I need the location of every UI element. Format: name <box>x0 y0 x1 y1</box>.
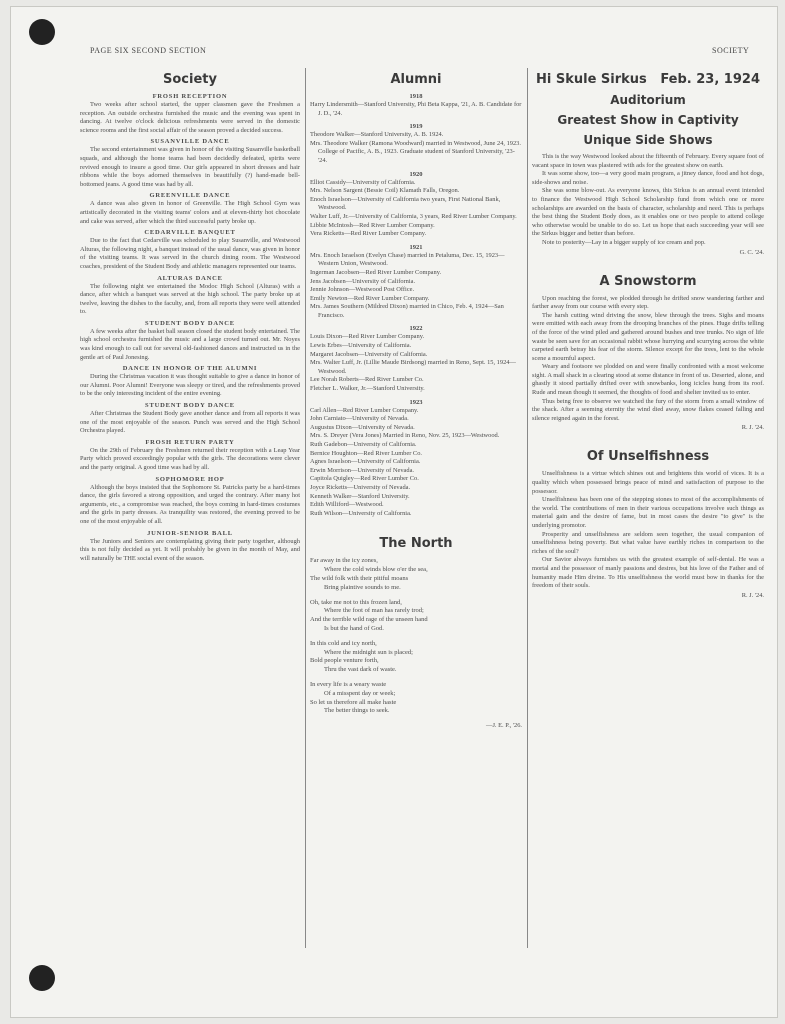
alumni-entry: Lee Norah Roberts—Red River Lumber Co. <box>310 376 424 384</box>
alumni-entry: Ingerman Jacobsen—Red River Lumber Company. <box>310 268 442 276</box>
snowstorm-paragraph: Thus being free to observe we watched the fury of the storm from a small window of the shack. After a seeming eternity the wind died away, snow flakes ceased falling and silence reigned again in the forest. <box>532 397 764 422</box>
unselfishness-paragraph: Unselfishness has been one of the stepping stones to most of the accomplishments of the world. The contributions of men in their various occupations involve such things as material gain and the desire of fame, but in most cases the desire "to give" is the underlying promotor. <box>532 496 764 529</box>
alumni-entry: Walter Luff, Jr.—University of California, 3 years, Red River Lumber Company. <box>310 212 517 220</box>
unselfishness-title: Of Unselfishness <box>586 449 710 465</box>
column-rule-1 <box>305 68 306 948</box>
poem-stanza <box>310 599 522 634</box>
alumni-entry: Carl Allen—Red River Lumber Company. <box>310 406 419 414</box>
poem-line: Where the foot of man has rarely trod; <box>324 607 424 615</box>
poem-line: Where the cold winds blow o'er the sea, <box>324 566 428 574</box>
poem-stanza <box>310 640 522 675</box>
alumni-year: 1920 <box>409 170 423 178</box>
alumni-entry: John Carniato—University of Nevada. <box>310 415 409 423</box>
alumni-entry: Joyce Ricketts—University of Nevada. <box>310 483 411 491</box>
sirkus-paragraph: She was some blow-out. As everyone knows, this Sirkus is an annual event intended to finance the Westwood High School Scholarship fund from which one or more scholarships are awarded on the basis of character, scholarship and need. This is perhaps the best thing the Student Body does, as it enables one or two people to attend college who otherwise would be unable to do so. Let us hope that each succeeding year will see the Sirkus bigger and better than before. <box>532 187 764 238</box>
alumni-entry: Lewis Erbes—University of California. <box>310 342 412 350</box>
society-section-heading: GREENVILLE DANCE <box>149 192 231 200</box>
alumni-entry: Augustus Dixon—University of Nevada. <box>310 423 415 431</box>
society-section-text: During the Christmas vacation it was thought suitable to give a dance in honor of our Alumni. Poor Alumni! Everyone was sleepy or tired, and the refreshments proved to be the only interesting incident of the entire evening. <box>80 373 300 398</box>
poem-line: And the terrible wild rage of the unseen hand <box>310 616 428 624</box>
alumni-entry: Erwin Morrison—University of Nevada. <box>310 466 415 474</box>
alumni-entry: Theodore Walker—Stanford University, A. B. 1924. <box>310 131 444 139</box>
society-section-text: A dance was also given in honor of Greenville. The High School Gym was artistically decorated in the visiting teams' colors and at eleven-thirty hot chocolate and cake was served, after which the third successful party broke up. <box>80 200 300 225</box>
alumni-entry: Kenneth Walker—Stanford University. <box>310 492 410 500</box>
alumni-entry: Jens Jacobsen—University of California. <box>310 277 416 285</box>
society-section-heading: ALTURAS DANCE <box>157 274 223 282</box>
society-section-text: The second entertainment was given in honor of the visiting Susanville basketball squads, and although the home teams had been decidedly defeated, spirits were revived enough to insure a good time. Our girls appeared in short dresses and hair ribbons while the boys adorned themselves in beautifully (?) hand-made bell-bottomed jeans. A good time was had by all. <box>80 146 300 188</box>
snowstorm-paragraph: The harsh cutting wind driving the snow, blew through the trees. Sighs and moans were emitted with each away from the drooping branches of the pines. Huge drifts telling of the force of the wind piled and gathered around bushes and tree trunks. No sign of life waste be seen save for an occasional rabbit whose hurrying and scurrying across the white carpeted earth betray his fear of the storm. Silence except for the trees, lent to the whole scene a mournful aspect. <box>532 311 764 362</box>
alumni-entry: Ruth Gadebon—University of California. <box>310 441 417 448</box>
alumni-entry: Enoch Israelson—University of California two years, First National Bank, Westwood. <box>310 195 501 212</box>
alumni-entry: Mrs. Theodore Walker (Ramona Woodward) married in Westwood, June 24, 1923. College of Pacific, A. B., 1923. Graduate student of Stanford University, '23-'24. <box>310 139 521 164</box>
alumni-entry: Vera Ricketts—Red River Lumber Company. <box>310 230 427 238</box>
sirkus-venue: Auditorium <box>610 93 686 107</box>
alumni-entry: Harry Lindersmith—Stanford University, Phi Beta Kappa, '21, A. B. Candidate for J. D., '24. <box>310 101 522 117</box>
unselfishness-signature: R. J. '24. <box>741 591 764 599</box>
unselfishness-paragraph: Prosperity and unselfishness are seldom seen together, the usual companion of unselfishness being poverty. But what value have earthly riches in comparison to the riches of the soul? <box>532 530 764 555</box>
north-signature: —J. E. P., '26. <box>486 722 522 730</box>
poem-line: Is but the hand of God. <box>324 624 384 632</box>
snowstorm-title: A Snowstorm <box>599 273 697 289</box>
society-section-text: Two weeks after school started, the upper classmen gave the Freshmen a reception. An outside orchestra furnished the music and the evening was spent in dancing. At twelve o'clock delicious refreshments were served in the domestic science rooms and the first social affair of the season proved a decided success. <box>80 101 300 134</box>
alumni-entry: Libbie McIntosh—Red River Lumber Company. <box>310 221 435 229</box>
alumni-entry: Margaret Jacobsen—University of California. <box>310 350 428 358</box>
snowstorm-paragraph: Upon reaching the forest, we plodded through he drifted snow wandering farther and farther away from our course with every step. <box>532 294 764 311</box>
unselfishness-paragraph: Unselfishness is a virtue which shines out and brightens this world of vices. It is a quality which when possessed brings peace of mind and satisfaction of purpose to the possessor. <box>532 470 764 495</box>
alumni-entry: Mrs. Nelson Sargent (Bessie Coil) Klamath Falls, Oregon. <box>310 187 460 195</box>
snowstorm-body <box>532 295 764 424</box>
sirkus-signature: G. C. '24. <box>739 248 764 256</box>
sirkus-subtitle: Unique Side Shows <box>583 133 713 147</box>
unselfishness-body <box>532 470 764 590</box>
alumni-entry: Jennie Johnson—Westwood Post Office. <box>310 286 415 294</box>
poem-line: Thru the vast dark of waste. <box>324 666 397 674</box>
north-poem <box>310 557 522 716</box>
society-section-text: A few weeks after the basket ball season closed the student body entertained. The high school orchestra furnished the music and a large crowd turned out. Mr. Noyes was kind enough to call out for several old-fashioned dances and instructed us in the gentle art of Paul Jonesing. <box>80 327 300 361</box>
sirkus-paragraph: Note to posterity—Lay in a bigger supply of ice cream and pop. <box>542 238 706 246</box>
alumni-entry: Mrs. Enoch Israelson (Evelyn Chase) married in Petaluma, Dec. 15, 1923—Western Union, Westwood. <box>310 251 505 268</box>
alumni-entry: Fletcher L. Walker, Jr.—Stanford University. <box>310 385 425 393</box>
alumni-year: 1922 <box>409 325 423 333</box>
society-section-heading: JUNIOR-SENIOR BALL <box>147 529 233 537</box>
society-column <box>80 68 300 563</box>
alumni-entry: Louis Dixon—Red River Lumber Company. <box>310 333 425 341</box>
unselfishness-paragraph: Our Savior always furnishes us with the greatest example of self-denial. He was a mortal and the possessor of manly passions and desires, but his love of the Father and of humanity made Him divine. To His unselfishness the world must bow in thanks for the freedom of their souls. <box>532 556 764 590</box>
poem-line: Bold people venture forth, <box>310 657 379 665</box>
society-section-heading: STUDENT BODY DANCE <box>145 319 235 327</box>
alumni-entry: Capitola Quigley—Red River Lumber Co. <box>310 475 419 483</box>
poem-line: Where the midnight sun is placed; <box>324 648 413 656</box>
society-section-heading: SOPHOMORE HOP <box>155 475 225 483</box>
sirkus-tagline: Greatest Show in Captivity <box>557 113 739 127</box>
society-section-text: Due to the fact that Cedarville was scheduled to play Susanville, and Westwood Alturas, the following night, a banquet instead of the usual dance, was given in honor of the visiting teams. It was served in the church dining room. The Westwood coaches, president of the Student Body and athletic managers represented our teams. <box>80 237 300 270</box>
alumni-entry: Agnes Israelson—University of California. <box>310 458 421 466</box>
poem-line: The better things to seek. <box>324 707 390 715</box>
punch-hole-bottom <box>29 965 55 991</box>
alumni-column <box>310 68 522 729</box>
sirkus-body <box>532 153 764 248</box>
society-section-text: Although the boys insisted that the Sophomore St. Patricks party be a hard-times dance, the girls favored a strong opposition, and urged the contrary. After many hot arguments, etc., a compromise was reached, the boys coming in hard-times costumes and the girls in party dresses. As tranquility was restored, the evening proved to be one of the most enjoyable of all. <box>80 483 300 525</box>
society-section-heading: SUSANVILLE DANCE <box>150 138 230 146</box>
alumni-entry: Bernice Houghton—Red River Lumber Co. <box>310 449 422 457</box>
poem-line: Oh, take me not to this frozen land, <box>310 598 402 606</box>
snowstorm-paragraph: Weary and footsore we plodded on and were finally confronted with a most welcome sight. A mall shack in a clearing stood at some distance in front of us. Deserted, alone, and ghastly it stood partially drifted over with snowbanks, long icicles hung from its roof. Rude and mean though it seemed, the thoughts of food and shelter invited us to enter. <box>532 363 764 397</box>
poem-stanza <box>310 557 522 592</box>
society-section-heading: FROSH RECEPTION <box>152 93 228 100</box>
alumni-title: Alumni <box>390 72 442 87</box>
poem-stanza <box>310 681 522 716</box>
society-section-text: On the 29th of February the Freshmen returned their reception with a Leap Year Party which proved exceedingly popular with the girls. The decorations were clever and the party original. A good time was had by all. <box>80 446 300 471</box>
alumni-entry: Mrs. S. Dreyer (Vera Jones) Married in Reno, Nov. 25, 1923—Westwood. <box>310 432 500 440</box>
alumni-entry: Elliot Cassidy—University of California. <box>310 178 416 186</box>
poem-line: In this cold and icy north, <box>310 639 377 647</box>
poem-line: So let us therefore all make haste <box>310 698 397 706</box>
society-section-heading: FROSH RETURN PARTY <box>145 438 235 446</box>
column-rule-2 <box>527 68 528 948</box>
alumni-entry: Emily Newton—Red River Lumber Company. <box>310 294 430 302</box>
society-section-text: After Christmas the Student Body gave another dance and from all reports it was one of the most enjoyable of the season. Punch was served and the High School Orchestra played. <box>80 410 300 435</box>
alumni-entry: Edith Williford—Westwood. <box>310 501 384 509</box>
poem-line: In every life is a weary waste <box>310 680 387 688</box>
poem-line: Of a misspent day or week; <box>324 689 396 697</box>
society-section-text: The following night we entertained the Modoc High School (Alturas) with a dance, after which a banquet was served at the high school. The party broke up at twelve, leaving the dishes to the faculty, and, from all reports they were well attended to. <box>80 282 300 316</box>
society-section-heading: STUDENT BODY DANCE <box>145 402 235 410</box>
sirkus-headline-left: Hi Skule Sirkus <box>536 72 647 87</box>
sirkus-paragraph: It was some show, too—a very good main program, a jitney dance, food and hot dogs, side-shows and noise. <box>532 170 764 186</box>
snowstorm-signature: R. J. '24. <box>741 424 764 432</box>
society-section-heading: CEDARVILLE BANQUET <box>144 229 236 237</box>
society-title: Society <box>163 72 217 87</box>
society-body <box>80 93 300 563</box>
poem-line: Bring plaintive sounds to me. <box>324 583 401 591</box>
alumni-entry: Mrs. Walter Luff, Jr. (Lillie Maude Birdsong) married in Reno, Sept. 15, 1924—Westwood. <box>310 359 516 375</box>
alumni-year: 1918 <box>409 93 423 100</box>
alumni-entry: Mrs. James Southern (Mildred Dixon) married in Chico, Feb. 4, 1924—San Francisco. <box>310 303 504 319</box>
poem-line: Far away in the icy zones, <box>310 557 378 565</box>
sirkus-headline <box>532 72 764 87</box>
alumni-year: 1921 <box>409 243 423 251</box>
alumni-year: 1923 <box>409 398 423 406</box>
alumni-body <box>310 93 522 518</box>
page-header-left: PAGE SIX SECOND SECTION <box>90 46 207 55</box>
page-header-right: SOCIETY <box>712 46 750 55</box>
alumni-year: 1919 <box>409 123 423 131</box>
sirkus-column <box>532 68 764 599</box>
north-title: The North <box>379 536 453 552</box>
alumni-entry: Ruth Wilson—University of California. <box>310 509 412 517</box>
sirkus-headline-right: Feb. 23, 1924 <box>660 72 760 87</box>
poem-line: The wild folk with their pitiful moans <box>310 574 409 582</box>
punch-hole-top <box>29 19 55 45</box>
society-section-heading: DANCE IN HONOR OF THE ALUMNI <box>122 365 258 373</box>
sirkus-paragraph: This is the way Westwood looked about the fifteenth of February. Every square foot of vacant space in town was plastered with ads for the greatest show on earth. <box>532 153 764 169</box>
society-section-text: The Juniors and Seniors are contemplating giving their party together, although this is not fully decided as yet. It will probably be given in the month of May, and will naturally be THE social event of the season. <box>80 537 300 562</box>
